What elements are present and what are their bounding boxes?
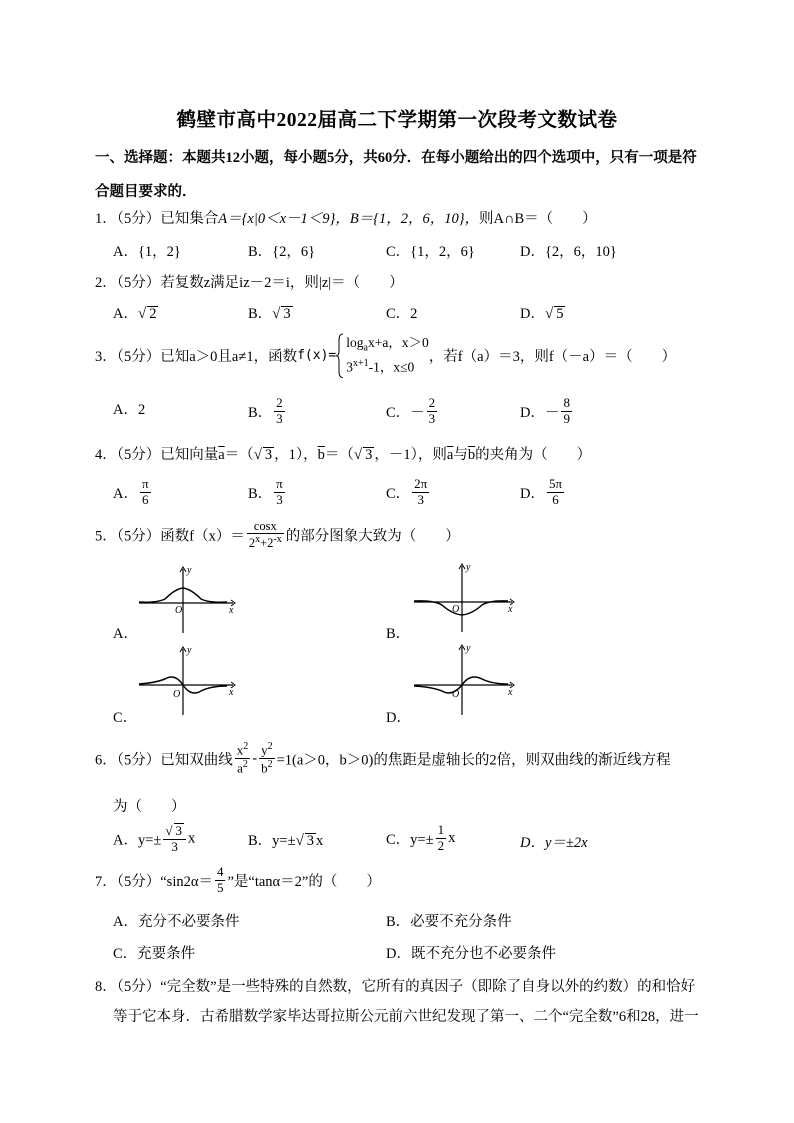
q3-pre: 3．（5分）已知a＞0且a≠1，函数 bbox=[95, 349, 298, 366]
q7-option-a[interactable]: A．充分不必要条件 bbox=[113, 914, 240, 930]
q6-line2: 为（ ） bbox=[113, 799, 186, 815]
question-2: 2．（5分）若复数z满足iz－2＝i，则|z|＝（ ） bbox=[95, 275, 404, 291]
svg-text:O: O bbox=[452, 689, 460, 700]
q4-option-b[interactable]: B． $\frac{\pi}{3}$ bbox=[248, 476, 283, 507]
svg-text:x: x bbox=[229, 605, 234, 616]
svg-text:y: y bbox=[466, 643, 471, 654]
q1-option-c[interactable]: C．{1，2，6} bbox=[386, 244, 475, 260]
question-4: 4．（5分）已知向量$\overline{a}=(√$ 3 ，1），$\overline{b}=(√$ 3 ，－1），则$\overline{a}$与$\overline{b}$的夹角为（ ） bbox=[95, 447, 592, 463]
svg-text:x: x bbox=[508, 687, 513, 698]
svg-text:x: x bbox=[508, 604, 513, 615]
q7-option-b[interactable]: B．必要不充分条件 bbox=[386, 914, 512, 930]
q5-option-a[interactable]: A． bbox=[113, 626, 138, 642]
q5-option-c[interactable]: C． bbox=[113, 710, 138, 726]
q1-num: 1．（5分）已知集合 bbox=[95, 211, 219, 227]
q3-fx: f(x)= bbox=[297, 348, 337, 364]
q6-option-a[interactable]: A．y=± $\frac{√ 3}{3}$ x bbox=[113, 823, 196, 854]
q4-option-d[interactable]: D． $\frac{5\pi}{6}$ bbox=[520, 476, 563, 507]
q7-option-c[interactable]: C．充要条件 bbox=[113, 946, 196, 962]
question-3 bbox=[95, 333, 676, 385]
question-5: 5．（5分）函数f（x）＝ $\frac{\cos x}{2^x+2^{-x}}$ 的部分图象大致为（ ） bbox=[95, 519, 460, 551]
q1-set-a: A＝{x|0＜x－1＜9}， bbox=[218, 211, 350, 227]
q5-graph-a[interactable] bbox=[135, 563, 241, 637]
q1-set-b: B＝{1，2，6，10}， bbox=[349, 211, 480, 227]
question-7: 7．（5分）“sin2α＝ $\frac{4}{5}$ ”是“tanα＝2”的（ ） bbox=[95, 864, 381, 895]
q6-option-d[interactable]: D．y＝±2x bbox=[520, 835, 588, 851]
q2-option-c[interactable]: C．2 bbox=[386, 306, 418, 322]
q2-option-d[interactable]: D．√ 5 bbox=[520, 306, 564, 322]
page-title: 鹤壁市高中2022届高二下学期第一次段考文数试卷 bbox=[176, 110, 618, 131]
q3-piecewise: $\log_ax+a$，x＞0 $3^{x+1}-1$，x≤0 bbox=[336, 333, 429, 379]
q6-option-b[interactable]: B．y=±√ 3 x bbox=[248, 833, 324, 849]
question-8-line1: 8．（5分）“完全数”是一些特殊的自然数，它所有的真因子（即除了自身以外的约数）的和恰好 bbox=[95, 979, 696, 995]
q6-option-c[interactable]: C．y=± $\frac{1}{2}$ x bbox=[386, 822, 456, 853]
svg-text:y: y bbox=[466, 562, 471, 573]
q3-option-a[interactable]: A．2 bbox=[113, 402, 146, 418]
q7-option-d[interactable]: D．既不充分也不必要条件 bbox=[386, 946, 556, 962]
q3-option-c[interactable]: C．－ $\frac{2}{3}$ bbox=[386, 395, 436, 426]
q4-option-a[interactable]: A． $\frac{\pi}{6}$ bbox=[113, 476, 149, 507]
q1-ask: 则A∩B＝（ ） bbox=[479, 211, 597, 227]
q5-graph-c[interactable] bbox=[135, 643, 241, 717]
question-8-line2: 等于它本身．古希腊数学家毕达哥拉斯公元前六世纪发现了第一、二个“完全数”6和28，进一 bbox=[113, 1009, 699, 1025]
q5-graph-d[interactable] bbox=[410, 641, 520, 717]
svg-text:y: y bbox=[187, 565, 192, 576]
q1-option-b[interactable]: B．{2，6} bbox=[248, 244, 316, 260]
q5-option-d[interactable]: D． bbox=[386, 710, 411, 726]
q2-option-b[interactable]: B．√ 3 bbox=[248, 306, 291, 322]
section-heading-line2: 合题目要求的． bbox=[95, 184, 197, 200]
q5-graph-b[interactable] bbox=[410, 560, 520, 636]
q3-option-d[interactable]: D．－ $\frac{8}{9}$ bbox=[520, 395, 570, 426]
q4-option-c[interactable]: C． $\frac{2\pi}{3}$ bbox=[386, 476, 428, 507]
q1-option-a[interactable]: A．{1，2} bbox=[113, 244, 181, 260]
svg-text:y: y bbox=[187, 645, 192, 656]
q3-post: ，若f（a）＝3，则f（－a）＝（ ） bbox=[428, 349, 677, 366]
vector-b: $\overline{b}$ bbox=[317, 447, 325, 463]
svg-text:O: O bbox=[173, 689, 181, 700]
q5-option-b[interactable]: B． bbox=[386, 626, 411, 642]
question-6: 6．（5分）已知双曲线 $\frac{x^2}{a^2}$ - $\frac{y^2}{b^2}$ =1(a＞0，b＞0)的焦距是虚轴长的2倍，则双曲线的渐近线方程 bbox=[95, 741, 671, 776]
q2-option-a[interactable]: A．√ 2 bbox=[113, 306, 157, 322]
q3-option-b[interactable]: B． $\frac{2}{3}$ bbox=[248, 395, 283, 426]
q5-graph-a-origin: O bbox=[175, 605, 183, 616]
section-heading-line1: 一、选择题：本题共12小题，每小题5分，共60分．在每小题给出的四个选项中，只有一项是符 bbox=[95, 150, 697, 166]
svg-text:x: x bbox=[229, 687, 234, 698]
svg-text:O: O bbox=[452, 604, 460, 615]
q1-option-d[interactable]: D．{2，6，10} bbox=[520, 244, 617, 260]
vector-a: $\overline{a}$ bbox=[218, 447, 225, 463]
question-1 bbox=[95, 207, 597, 228]
